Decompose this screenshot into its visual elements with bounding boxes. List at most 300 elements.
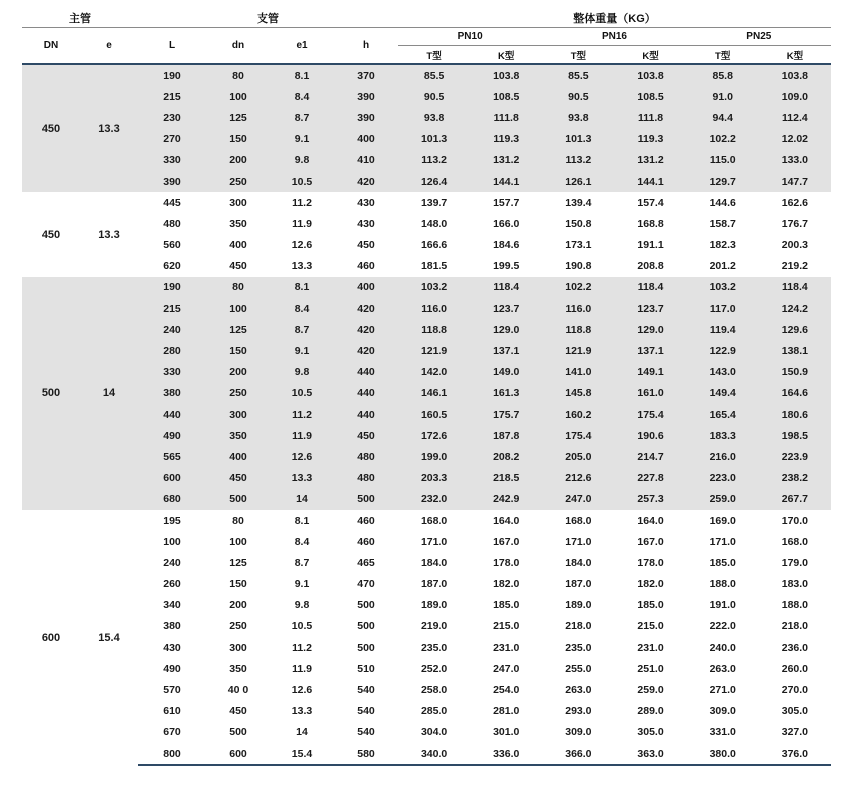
table-row [22,150,831,171]
cell-dn: 500 [22,277,80,510]
cell-h: 450 [334,235,398,256]
cell-e1: 9.8 [270,150,334,171]
cell-pn25-t: 259.0 [687,489,759,510]
cell-dn2: 350 [206,213,270,234]
cell-pn25-t: 188.0 [687,574,759,595]
cell-pn25-k: 238.2 [759,468,831,489]
cell-pn16-t: 145.8 [542,383,614,404]
cell-L: 620 [138,256,206,277]
cell-pn16-k: 191.1 [614,235,686,256]
cell-pn25-t: 271.0 [687,679,759,700]
cell-pn16-k: 131.2 [614,150,686,171]
table-row [22,64,831,86]
cell-pn25-k: 183.0 [759,574,831,595]
cell-dn2: 100 [206,298,270,319]
cell-h: 510 [334,658,398,679]
col-header-h: h [362,40,370,51]
cell-pn16-k: 168.8 [614,213,686,234]
cell-e1: 9.1 [270,574,334,595]
cell-L: 800 [138,743,206,765]
cell-pn16-k: 363.0 [614,743,686,765]
table-row [22,531,831,552]
cell-L: 380 [138,616,206,637]
table-row [22,722,831,743]
cell-pn10-k: 144.1 [470,171,542,192]
table-row [22,489,831,510]
cell-pn10-t: 139.7 [398,192,470,213]
cell-pn16-t: 189.0 [542,595,614,616]
cell-pn10-t: 340.0 [398,743,470,765]
cell-pn16-t: 263.0 [542,679,614,700]
cell-L: 430 [138,637,206,658]
table-row [22,213,831,234]
cell-pn25-k: 112.4 [759,107,831,128]
cell-e1: 10.5 [270,383,334,404]
table-row [22,362,831,383]
cell-pn25-t: 144.6 [687,192,759,213]
cell-pn16-t: 168.0 [542,510,614,531]
cell-pn16-k: 185.0 [614,595,686,616]
cell-pn16-k: 182.0 [614,574,686,595]
table-row [22,552,831,573]
cell-pn25-t: 165.4 [687,404,759,425]
cell-L: 330 [138,362,206,383]
cell-dn2: 100 [206,531,270,552]
table-row [22,701,831,722]
cell-pn16-k: 231.0 [614,637,686,658]
cell-pn25-t: 85.8 [687,64,759,86]
cell-e1: 8.7 [270,319,334,340]
cell-pn10-k: 108.5 [470,86,542,107]
cell-L: 670 [138,722,206,743]
type-header-pn10-t: T型 [426,50,442,62]
cell-h: 580 [334,743,398,765]
cell-pn25-t: 223.0 [687,468,759,489]
cell-pn16-k: 215.0 [614,616,686,637]
cell-dn2: 80 [206,510,270,531]
cell-h: 470 [334,574,398,595]
cell-h: 460 [334,256,398,277]
cell-pn25-k: 147.7 [759,171,831,192]
cell-pn10-t: 199.0 [398,446,470,467]
cell-pn25-k: 170.0 [759,510,831,531]
cell-pn16-k: 161.0 [614,383,686,404]
cell-pn10-k: 129.0 [470,319,542,340]
cell-pn16-t: 150.8 [542,213,614,234]
table-row [22,171,831,192]
cell-L: 260 [138,574,206,595]
cell-L: 190 [138,277,206,298]
cell-pn25-k: 305.0 [759,701,831,722]
cell-pn25-k: 168.0 [759,531,831,552]
cell-h: 500 [334,489,398,510]
cell-h: 430 [334,213,398,234]
type-header-pn25-t: T型 [715,50,731,62]
cell-h: 390 [334,107,398,128]
cell-pn25-k: 219.2 [759,256,831,277]
cell-pn10-k: 167.0 [470,531,542,552]
cell-pn25-t: 380.0 [687,743,759,765]
cell-dn: 450 [22,64,80,192]
cell-pn25-t: 240.0 [687,637,759,658]
cell-pn10-t: 121.9 [398,340,470,361]
cell-h: 410 [334,150,398,171]
cell-pn16-k: 144.1 [614,171,686,192]
cell-pn10-k: 199.5 [470,256,542,277]
cell-pn16-k: 289.0 [614,701,686,722]
cell-pn10-k: 247.0 [470,658,542,679]
cell-pn10-k: 242.9 [470,489,542,510]
cell-h: 400 [334,129,398,150]
table-row [22,574,831,595]
cell-dn2: 500 [206,489,270,510]
cell-pn25-k: 270.0 [759,679,831,700]
cell-pn25-t: 102.2 [687,129,759,150]
cell-pn25-t: 143.0 [687,362,759,383]
table-row [22,277,831,298]
cell-h: 460 [334,510,398,531]
cell-pn10-k: 185.0 [470,595,542,616]
cell-e1: 11.9 [270,425,334,446]
cell-pn10-t: 126.4 [398,171,470,192]
cell-pn10-t: 235.0 [398,637,470,658]
cell-dn2: 150 [206,574,270,595]
cell-pn16-k: 123.7 [614,298,686,319]
table-row [22,256,831,277]
cell-pn10-k: 166.0 [470,213,542,234]
cell-pn25-t: 149.4 [687,383,759,404]
cell-pn10-t: 258.0 [398,679,470,700]
cell-L: 240 [138,552,206,573]
cell-pn10-t: 171.0 [398,531,470,552]
cell-pn16-k: 118.4 [614,277,686,298]
cell-pn25-k: 138.1 [759,340,831,361]
cell-h: 480 [334,468,398,489]
cell-pn25-t: 216.0 [687,446,759,467]
cell-pn25-k: 150.9 [759,362,831,383]
cell-pn10-k: 119.3 [470,129,542,150]
cell-e1: 13.3 [270,256,334,277]
cell-pn25-t: 171.0 [687,531,759,552]
cell-L: 390 [138,171,206,192]
cell-pn10-t: 160.5 [398,404,470,425]
cell-pn10-t: 285.0 [398,701,470,722]
cell-pn10-t: 184.0 [398,552,470,573]
cell-h: 430 [334,192,398,213]
cell-pn16-t: 121.9 [542,340,614,361]
cell-dn2: 400 [206,235,270,256]
cell-e1: 14 [270,722,334,743]
cell-pn10-k: 208.2 [470,446,542,467]
cell-L: 565 [138,446,206,467]
cell-pn25-k: 12.02 [759,129,831,150]
cell-pn16-k: 208.8 [614,256,686,277]
cell-L: 280 [138,340,206,361]
cell-pn10-k: 149.0 [470,362,542,383]
cell-e1: 9.8 [270,362,334,383]
table-row [22,658,831,679]
cell-dn2: 100 [206,86,270,107]
cell-pn25-k: 109.0 [759,86,831,107]
cell-dn2: 250 [206,171,270,192]
cell-h: 390 [334,86,398,107]
cell-dn2: 300 [206,404,270,425]
cell-L: 100 [138,531,206,552]
table-row [22,679,831,700]
cell-pn10-t: 304.0 [398,722,470,743]
cell-L: 240 [138,319,206,340]
cell-L: 680 [138,489,206,510]
cell-pn16-t: 212.6 [542,468,614,489]
cell-pn25-k: 179.0 [759,552,831,573]
cell-L: 190 [138,64,206,86]
cell-h: 480 [334,446,398,467]
cell-pn16-t: 101.3 [542,129,614,150]
cell-e1: 11.9 [270,658,334,679]
cell-h: 500 [334,637,398,658]
cell-pn25-k: 198.5 [759,425,831,446]
cell-h: 500 [334,616,398,637]
cell-h: 420 [334,171,398,192]
cell-pn25-t: 119.4 [687,319,759,340]
cell-pn25-t: 115.0 [687,150,759,171]
cell-pn16-k: 175.4 [614,404,686,425]
cell-pn16-t: 85.5 [542,64,614,86]
cell-pn10-k: 184.6 [470,235,542,256]
cell-pn16-k: 257.3 [614,489,686,510]
cell-dn2: 125 [206,552,270,573]
cell-pn10-k: 215.0 [470,616,542,637]
cell-h: 420 [334,340,398,361]
cell-dn2: 450 [206,701,270,722]
cell-pn10-k: 175.7 [470,404,542,425]
group-header-weight: 整体重量（KG） [398,8,831,28]
cell-pn16-t: 190.8 [542,256,614,277]
cell-e1: 15.4 [270,743,334,765]
cell-L: 215 [138,298,206,319]
cell-h: 465 [334,552,398,573]
cell-pn16-t: 93.8 [542,107,614,128]
cell-h: 400 [334,277,398,298]
cell-dn2: 80 [206,64,270,86]
type-header-pn16-t: T型 [570,50,587,62]
pressure-header-pn10: PN10 [398,28,542,46]
cell-h: 460 [334,531,398,552]
table-row [22,446,831,467]
type-header-pn25-k: K型 [786,50,804,62]
cell-L: 215 [138,86,206,107]
cell-pn25-t: 94.4 [687,107,759,128]
cell-pn10-t: 187.0 [398,574,470,595]
cell-dn2: 450 [206,256,270,277]
cell-pn25-k: 260.0 [759,658,831,679]
cell-pn10-t: 113.2 [398,150,470,171]
cell-dn2: 40 0 [206,679,270,700]
cell-L: 195 [138,510,206,531]
cell-e1: 8.1 [270,277,334,298]
cell-pn10-t: 118.8 [398,319,470,340]
cell-L: 230 [138,107,206,128]
cell-pn25-t: 222.0 [687,616,759,637]
cell-pn16-t: 102.2 [542,277,614,298]
cell-pn10-t: 90.5 [398,86,470,107]
cell-e1: 13.3 [270,701,334,722]
cell-e1: 12.6 [270,679,334,700]
cell-e1: 8.1 [270,64,334,86]
cell-pn10-k: 231.0 [470,637,542,658]
table-row [22,743,831,765]
cell-dn2: 250 [206,616,270,637]
cell-h: 440 [334,362,398,383]
group-header-row [22,8,831,28]
table-row [22,298,831,319]
cell-pn25-k: 267.7 [759,489,831,510]
cell-pn10-t: 181.5 [398,256,470,277]
cell-pn25-t: 331.0 [687,722,759,743]
cell-pn16-t: 366.0 [542,743,614,765]
cell-pn10-t: 142.0 [398,362,470,383]
cell-pn10-t: 232.0 [398,489,470,510]
cell-h: 440 [334,383,398,404]
column-header-row [22,28,831,46]
table-row [22,616,831,637]
cell-pn10-k: 301.0 [470,722,542,743]
cell-pn16-t: 116.0 [542,298,614,319]
cell-pn25-t: 158.7 [687,213,759,234]
cell-e1: 11.9 [270,213,334,234]
cell-pn16-k: 119.3 [614,129,686,150]
table-row [22,340,831,361]
cell-pn16-k: 137.1 [614,340,686,361]
cell-pn10-t: 203.3 [398,468,470,489]
cell-e1: 13.3 [270,468,334,489]
cell-pn25-k: 200.3 [759,235,831,256]
cell-h: 500 [334,595,398,616]
cell-h: 540 [334,701,398,722]
cell-pn16-t: 171.0 [542,531,614,552]
cell-dn2: 125 [206,319,270,340]
cell-e1: 8.1 [270,510,334,531]
cell-L: 570 [138,679,206,700]
cell-pn16-k: 157.4 [614,192,686,213]
cell-e1: 11.2 [270,404,334,425]
cell-pn16-t: 218.0 [542,616,614,637]
cell-pn25-t: 191.0 [687,595,759,616]
table-head [22,8,831,64]
cell-e1: 8.7 [270,107,334,128]
cell-pn25-t: 185.0 [687,552,759,573]
cell-pn16-t: 126.1 [542,171,614,192]
cell-pn16-t: 247.0 [542,489,614,510]
cell-e: 13.3 [80,64,138,192]
cell-e1: 11.2 [270,637,334,658]
cell-dn2: 150 [206,340,270,361]
cell-pn10-k: 111.8 [470,107,542,128]
cell-dn2: 400 [206,446,270,467]
cell-L: 340 [138,595,206,616]
group-header-main: 主管 [22,8,138,28]
cell-dn2: 600 [206,743,270,765]
cell-pn16-t: 90.5 [542,86,614,107]
cell-pn16-k: 227.8 [614,468,686,489]
cell-pn10-t: 252.0 [398,658,470,679]
cell-dn2: 500 [206,722,270,743]
cell-dn: 450 [22,192,80,277]
cell-e1: 8.4 [270,531,334,552]
cell-pn25-t: 122.9 [687,340,759,361]
cell-pn10-k: 336.0 [470,743,542,765]
table-row [22,319,831,340]
cell-dn2: 200 [206,595,270,616]
cell-e1: 12.6 [270,235,334,256]
cell-pn25-t: 182.3 [687,235,759,256]
cell-e: 15.4 [80,510,138,765]
cell-pn10-t: 85.5 [398,64,470,86]
pipe-spec-table [22,8,831,766]
pressure-header-pn25: PN25 [687,28,831,46]
cell-L: 560 [138,235,206,256]
table-row [22,468,831,489]
cell-pn16-k: 164.0 [614,510,686,531]
cell-e1: 8.7 [270,552,334,573]
cell-pn16-t: 175.4 [542,425,614,446]
pressure-header-pn16: PN16 [542,28,686,46]
cell-h: 370 [334,64,398,86]
col-header-e1: e1 [296,40,308,51]
cell-pn10-k: 157.7 [470,192,542,213]
cell-pn25-k: 124.2 [759,298,831,319]
cell-pn16-k: 111.8 [614,107,686,128]
cell-pn10-k: 123.7 [470,298,542,319]
cell-pn25-t: 91.0 [687,86,759,107]
table-row [22,595,831,616]
cell-pn16-t: 118.8 [542,319,614,340]
cell-dn2: 350 [206,425,270,446]
cell-e1: 8.4 [270,298,334,319]
cell-dn2: 80 [206,277,270,298]
table-body [22,64,831,765]
cell-pn25-t: 201.2 [687,256,759,277]
cell-L: 610 [138,701,206,722]
cell-pn10-k: 118.4 [470,277,542,298]
cell-pn16-k: 167.0 [614,531,686,552]
cell-pn10-t: 168.0 [398,510,470,531]
cell-pn25-t: 117.0 [687,298,759,319]
table-row [22,510,831,531]
cell-pn16-k: 178.0 [614,552,686,573]
cell-pn10-t: 189.0 [398,595,470,616]
cell-pn25-k: 218.0 [759,616,831,637]
cell-pn10-k: 137.1 [470,340,542,361]
cell-pn25-t: 263.0 [687,658,759,679]
type-header-pn16-k: K型 [642,50,659,62]
cell-h: 420 [334,298,398,319]
cell-pn16-k: 149.1 [614,362,686,383]
cell-e1: 10.5 [270,616,334,637]
cell-pn25-k: 133.0 [759,150,831,171]
cell-pn10-t: 148.0 [398,213,470,234]
cell-e: 13.3 [80,192,138,277]
cell-pn25-k: 180.6 [759,404,831,425]
cell-e1: 9.1 [270,129,334,150]
table-row [22,235,831,256]
cell-pn16-t: 255.0 [542,658,614,679]
cell-pn16-k: 103.8 [614,64,686,86]
cell-pn10-k: 218.5 [470,468,542,489]
cell-e1: 9.1 [270,340,334,361]
cell-L: 480 [138,213,206,234]
cell-pn16-k: 129.0 [614,319,686,340]
